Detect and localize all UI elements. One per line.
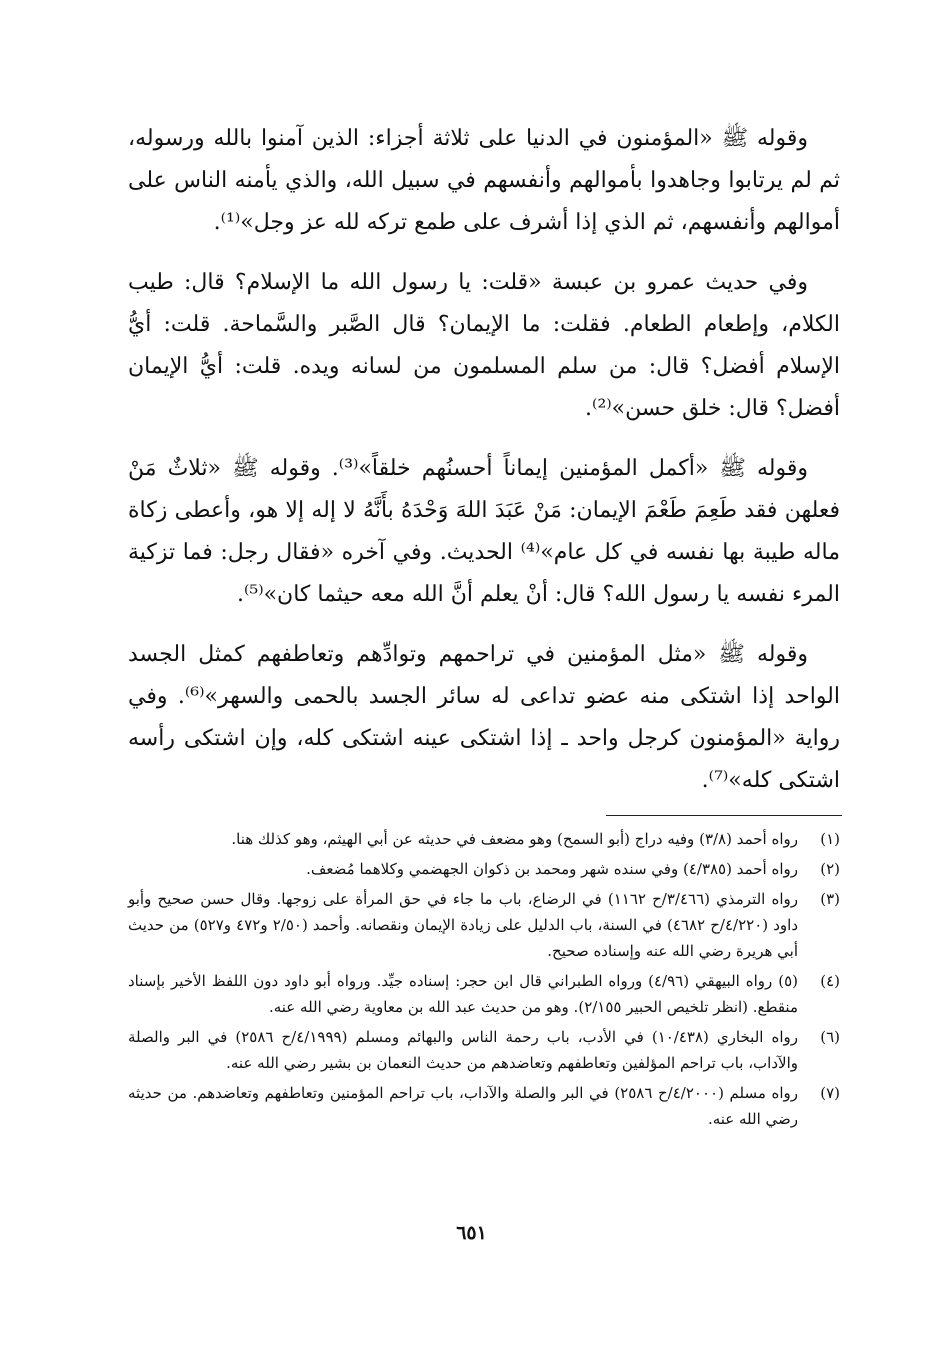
footnote-number: (٣) — [820, 890, 840, 908]
footnotes-section — [128, 826, 840, 1136]
footnote-item — [128, 826, 840, 852]
footnote-number: (١) — [820, 830, 840, 848]
footnote-item — [128, 886, 840, 964]
paragraph-amr-ibn-abasa-hadith: وفي حديث عمرو بن عبسة «قلت: يا رسول الله ما الإسلام؟ قال: طيب الكلام، وإطعام الطعام. فقلت: ما الإيمان؟ قال الصَّبر والسَّماحة. قلت: أيُّ الإسلام أفضل؟ قال: من سلم المسلمون من لسانه ويده. قلت: أيُّ الإيمان أفضل؟ قال: خلق حسن»⁽²⁾. — [128, 270, 840, 421]
footnote-item — [128, 856, 840, 882]
footnote-item — [128, 1024, 840, 1076]
footnote-separator — [606, 815, 842, 816]
footnote-text: رواه أحمد (٤/٣٨٥) وفي سنده شهر ومحمد بن ذكوان الجهضمي وكلاهما مُضعف. — [306, 860, 798, 878]
paragraph-believers-three-parts: وقوله ﷺ «المؤمنون في الدنيا على ثلاثة أجزاء: الذين آمنوا بالله ورسوله، ثم لم يرتابوا وجاهدوا بأموالهم وأنفسهم في سبيل الله، والذي يأمنه الناس على أموالهم وأنفسهم، ثم الذي إذا أشرف على طمع تركه لله عز وجل»⁽¹⁾. — [128, 126, 840, 235]
paragraph-most-complete-faith: وقوله ﷺ «أكمل المؤمنين إيماناً أحسنُهم خلقاً»⁽³⁾. وقوله ﷺ «ثلاثٌ مَنْ فعلهن فقد طَعِمَ طَعْمَ الإيمان: مَنْ عَبَدَ اللهَ وَحْدَهُ بأَنَّهُ لا إله إلا هو، وأعطى زكاة ماله طيبة بها نفسه في كل عام»⁽⁴⁾ الحديث. وفي آخره «فقال رجل: فما تزكية المرء نفسه يا رسول الله؟ قال: أنْ يعلم أنَّ الله معه حيثما كان»⁽⁵⁾. — [128, 456, 840, 607]
footnote-text: رواه الترمذي (٣/٤٦٦/ح ١١٦٢) في الرضاع، باب ما جاء في حق المرأة على زوجها. وقال حسن صحيح وأبو داود (٤/٢٢٠/ح ٤٦٨٢) في السنة، باب الدليل على زيادة الإيمان ونقصانه. وأحمد (٢/٥٠ و٤٧٢ و٥٢٧) من حديث أبي هريرة رضي الله عنه وإسناده صحيح. — [128, 890, 799, 960]
footnote-text: رواه البخاري (١٠/٤٣٨) في الأدب، باب رحمة الناس والبهائم ومسلم (٤/١٩٩٩/ح ٢٥٨٦) في البر والصلة والآداب، باب تراحم المؤلفين وتعاطفهم وتعاضدهم من حديث النعمان بن بشير رضي الله عنه. — [128, 1028, 798, 1072]
footnote-text: رواه أحمد (٣/٨) وفيه دراج (أبو السمح) وهو مضعف في حديثه عن أبي الهيثم، وهو كذلك هنا. — [231, 830, 798, 848]
footnote-number: (٦) — [820, 1028, 840, 1046]
footnote-number: (٧) — [820, 1084, 840, 1102]
main-text-body — [128, 118, 840, 820]
page-number: ٦٥١ — [456, 1222, 487, 1244]
paragraph-believers-as-one-body: وقوله ﷺ «مثل المؤمنين في تراحمهم وتوادِّهم وتعاطفهم كمثل الجسد الواحد إذا اشتكى منه عضو تداعى له سائر الجسد بالحمى والسهر»⁽⁶⁾. وفي رواية «المؤمنون كرجل واحد ـ إذا اشتكى عينه اشتكى كله، وإن اشتكى رأسه اشتكى كله»⁽⁷⁾. — [128, 642, 840, 793]
footnote-item — [128, 1080, 840, 1132]
footnote-text: (٥) رواه البيهقي (٤/٩٦) ورواه الطبراني قال ابن حجر: إسناده جيِّد. ورواه أبو داود دون اللفظ الأخير بإسناد منقطع. (انظر تلخيص الحبير ٢/١٥٥). وهو من حديث عبد الله بن معاوية رضي الله عنه. — [128, 972, 798, 1016]
footnote-number: (٤) — [820, 972, 840, 990]
footnote-item — [128, 968, 840, 1020]
footnote-text: رواه مسلم (٤/٢٠٠٠/ح ٢٥٨٦) في البر والصلة والآداب، باب تراحم المؤمنين وتعاطفهم وتعاضدهم. من حديثه رضي الله عنه. — [128, 1084, 798, 1128]
footnote-number: (٢) — [820, 860, 840, 878]
